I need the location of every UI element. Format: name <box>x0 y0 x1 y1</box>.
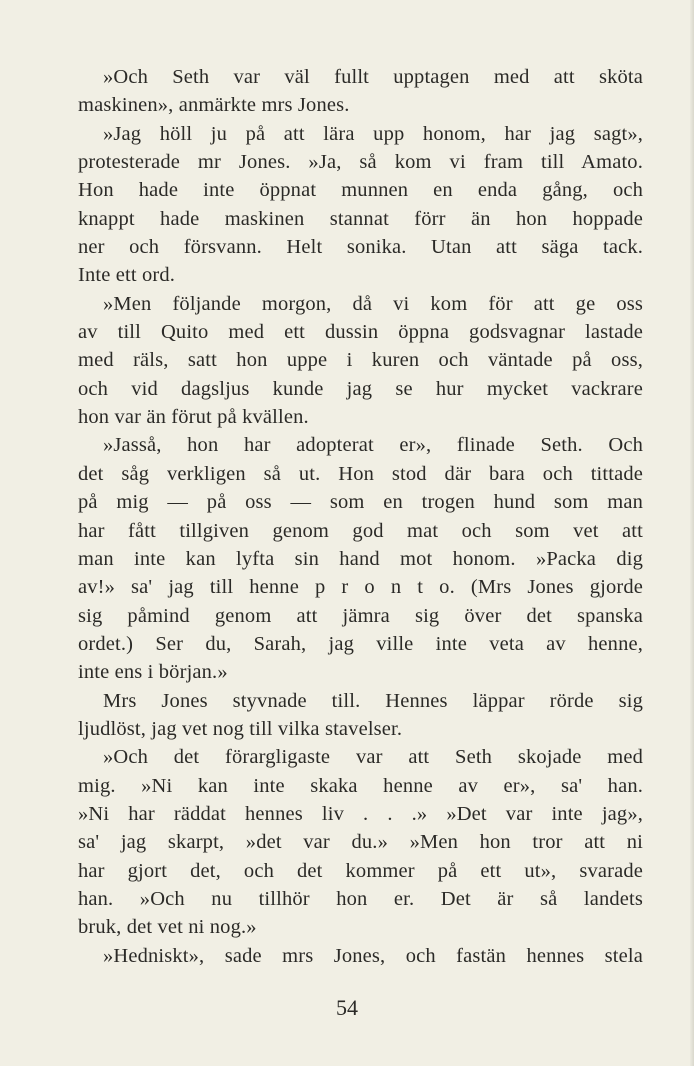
text-line: Hon hade inte öppnat munnen en enda gång, och <box>78 179 643 202</box>
text-line: och vid dagsljus kunde jag se hur mycket vackrare <box>78 377 643 400</box>
text-line: »Hedniskt», sade mrs Jones, och fastän hennes stela <box>103 944 643 967</box>
text-line: av!» sa' jag till henne p r o n t o. (Mrs Jones gjorde <box>78 576 643 599</box>
text-line: det såg verkligen så ut. Hon stod där bara och tittade <box>78 462 643 485</box>
text-line: maskinen», anmärkte mrs Jones. <box>78 94 350 117</box>
text-line: inte ens i början.» <box>78 661 228 684</box>
page-edge <box>690 0 694 1066</box>
text-line: bruk, det vet ni nog.» <box>78 916 257 939</box>
text-line: »Men följande morgon, då vi kom för att ge oss <box>103 292 643 315</box>
text-line: sa' jag skarpt, »det var du.» »Men hon tror att ni <box>78 831 643 854</box>
text-line: av till Quito med ett dussin öppna godsvagnar lastade <box>78 321 643 344</box>
text-line: med räls, satt hon uppe i kuren och väntade på oss, <box>78 349 643 372</box>
text-line: på mig — på oss — som en trogen hund som man <box>78 491 643 514</box>
text-line: »Och Seth var väl fullt upptagen med att sköta <box>103 66 643 88</box>
text-line: mig. »Ni kan inte skaka henne av er», sa' han. <box>78 774 643 797</box>
text-line: ner och försvann. Helt sonika. Utan att säga tack. <box>78 236 643 259</box>
text-line: sig påmind genom att jämra sig över det spanska <box>78 604 643 627</box>
text-line: »Jasså, hon har adopterat er», flinade Seth. Och <box>103 434 643 457</box>
text-line: ljudlöst, jag vet nog till vilka stavelser. <box>78 717 403 740</box>
text-line: knappt hade maskinen stannat förr än hon hoppade <box>78 207 643 230</box>
text-line: »Jag höll ju på att lära upp honom, har jag sagt», <box>103 122 643 145</box>
text-line: har gjort det, och det kommer på ett ut», svarade <box>78 859 643 882</box>
text-line: »Och det förargligaste var att Seth skojade med <box>103 746 643 769</box>
text-line: protesterade mr Jones. »Ja, så kom vi fram till Amato. <box>78 151 643 174</box>
text-line: han. »Och nu tillhör hon er. Det är så landets <box>78 887 643 910</box>
text-line: Inte ett ord. <box>78 264 176 287</box>
text-line: »Ni har räddat hennes liv . . .» »Det var inte jag», <box>78 802 643 825</box>
body-text <box>78 63 643 970</box>
text-line: man inte kan lyfta sin hand mot honom. »Packa dig <box>78 547 643 570</box>
text-line: har fått tillgiven genom god mat och som vet att <box>78 519 643 542</box>
text-line: ordet.) Ser du, Sarah, jag ville inte veta av henne, <box>78 632 643 655</box>
page-number: 54 <box>336 995 358 1020</box>
text-line: Mrs Jones styvnade till. Hennes läppar rörde sig <box>103 689 643 712</box>
text-line: hon var än förut på kvällen. <box>78 406 309 429</box>
